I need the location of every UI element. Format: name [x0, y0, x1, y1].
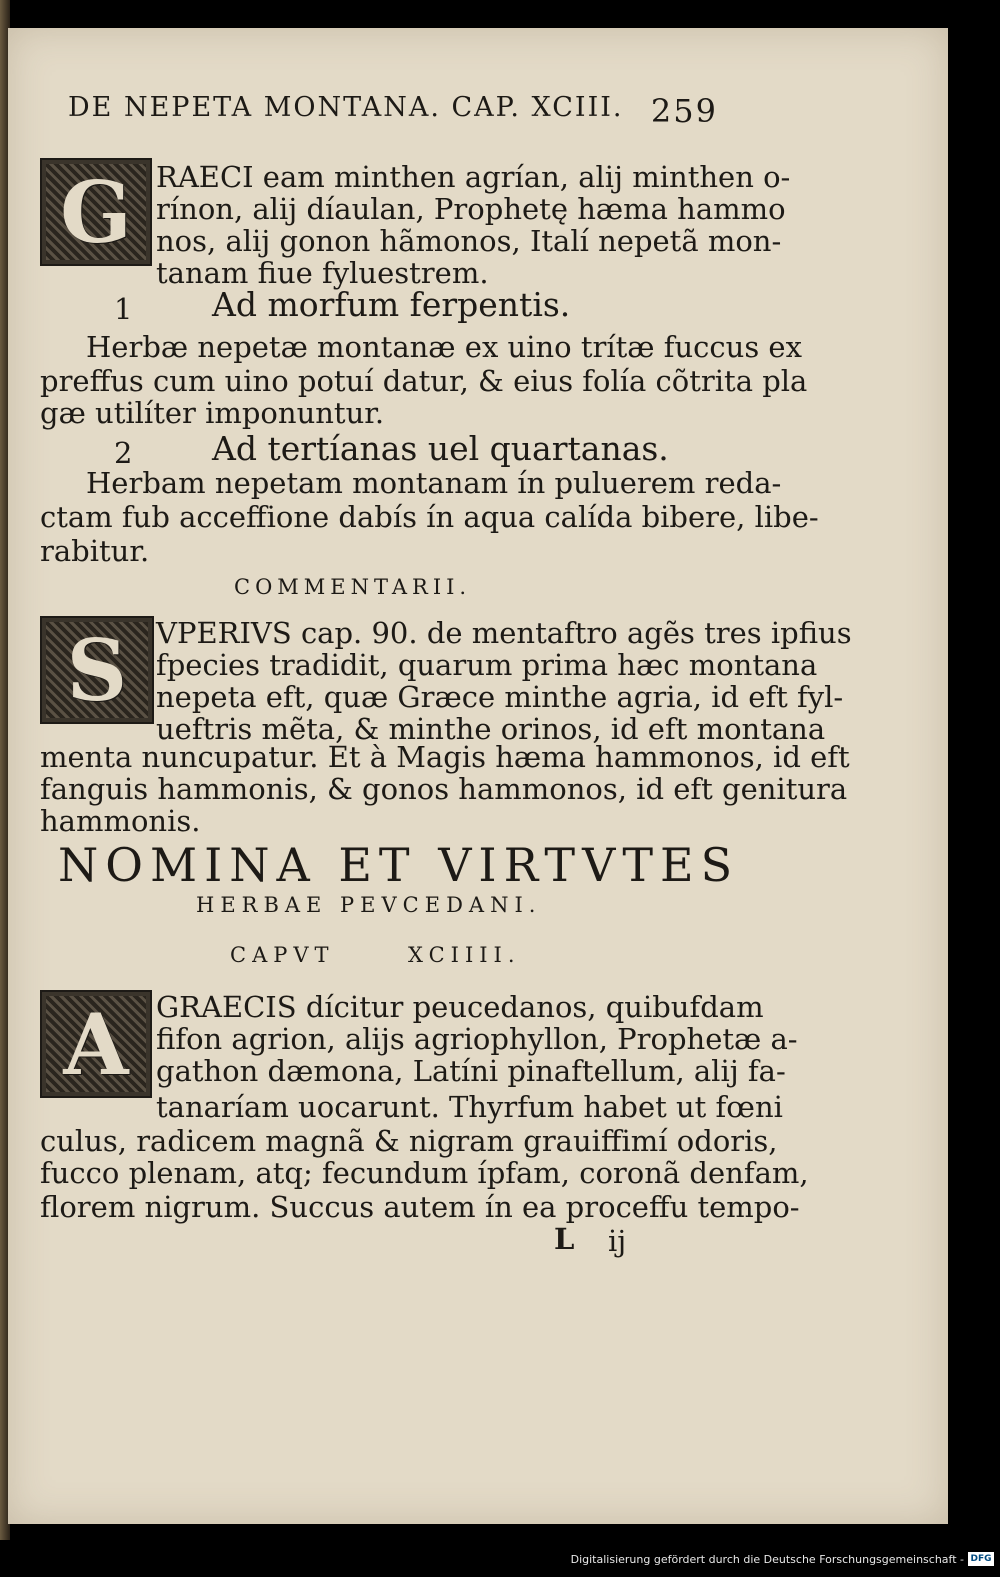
initial-letter: G: [60, 162, 132, 262]
text-line: florem nigrum. Succus autem ín ea proceffu tempo-: [40, 1190, 800, 1224]
text-line: Herbam nepetam montanam ín puluerem reda-: [86, 466, 782, 500]
text-line: fifon agrion, alijs agriophyllon, Prophetæ a-: [156, 1022, 798, 1056]
decorated-initial-s: [40, 616, 154, 724]
text-line: fucco plenam, atq; fecundum ípfam, coronã denfam,: [40, 1156, 809, 1190]
caput-label: CAPVT: [230, 943, 335, 967]
initial-letter: A: [63, 994, 129, 1094]
decorated-initial-a: [40, 990, 152, 1098]
commentarii-heading: COMMENTARII.: [234, 575, 472, 599]
decorated-initial-g: [40, 158, 152, 266]
remedy-number: 2: [114, 436, 133, 470]
page-number: 259: [650, 92, 718, 130]
footer-credit: Digitalisierung gefördert durch die Deutsche Forschungsgemeinschaft -: [570, 1553, 964, 1566]
text-line: VPERIVS cap. 90. de mentaftro agẽs tres ipfius: [156, 616, 852, 650]
dfg-logo: DFG: [968, 1552, 994, 1566]
remedy-title: Ad morfum ferpentis.: [212, 285, 571, 324]
text-line: hammonis.: [40, 804, 201, 838]
remedy-title: Ad tertíanas uel quartanas.: [212, 429, 669, 468]
text-line: preffus cum uino potuí datur, & eius folía cõtrita pla: [40, 364, 808, 398]
text-line: gæ utilíter imponuntur.: [40, 396, 385, 430]
text-line: nos, alij gonon hãmonos, Italí nepetã mon-: [156, 224, 782, 258]
text-line: fpecies tradidit, quarum prima hæc montana: [156, 648, 818, 682]
text-line: nepeta eft, quæ Græce minthe agria, id eft fyl-: [156, 680, 844, 714]
text-line: GRAECIS dícitur peucedanos, quibufdam: [156, 990, 764, 1024]
remedy-number: 1: [114, 292, 133, 326]
text-line: ctam fub acceffione dabís ín aqua calída bibere, libe-: [40, 500, 819, 534]
running-head-title: DE NEPETA MONTANA. CAP. XCIII.: [68, 92, 624, 123]
text-line: culus, radicem magnã & nigram grauiffimí odoris,: [40, 1124, 778, 1158]
initial-letter: S: [66, 620, 128, 720]
text-line: gathon dæmona, Latíni pinaftellum, alij fa-: [156, 1054, 786, 1088]
chapter-heading: NOMINA ET VIRTVTES: [58, 838, 740, 892]
text-line: Herbæ nepetæ montanæ ex uino trítæ fuccus ex: [86, 330, 802, 364]
chapter-subheading: HERBAE PEVCEDANI.: [196, 893, 542, 917]
text-line: fanguis hammonis, & gonos hammonos, id eft genitura: [40, 772, 848, 806]
signature-letter: L: [554, 1222, 575, 1256]
text-line: tanaríam uocarunt. Thyrfum habet ut fœni: [156, 1090, 783, 1124]
running-head: [68, 92, 718, 132]
caput-number: XCIIII.: [408, 943, 521, 967]
text-line: rínon, alij díaulan, Prophetę hæma hammo: [156, 192, 786, 226]
text-line: RAECI eam minthen agrían, alij minthen o-: [156, 160, 791, 194]
text-line: menta nuncupatur. Et à Magis hæma hammonos, id eft: [40, 740, 850, 774]
text-line: rabitur.: [40, 534, 150, 568]
signature-number: ij: [608, 1224, 627, 1258]
text-line: tanam fiue fyluestrem.: [156, 256, 489, 290]
text-line: ueftris mẽta, & minthe orinos, id eft montana: [156, 712, 826, 746]
